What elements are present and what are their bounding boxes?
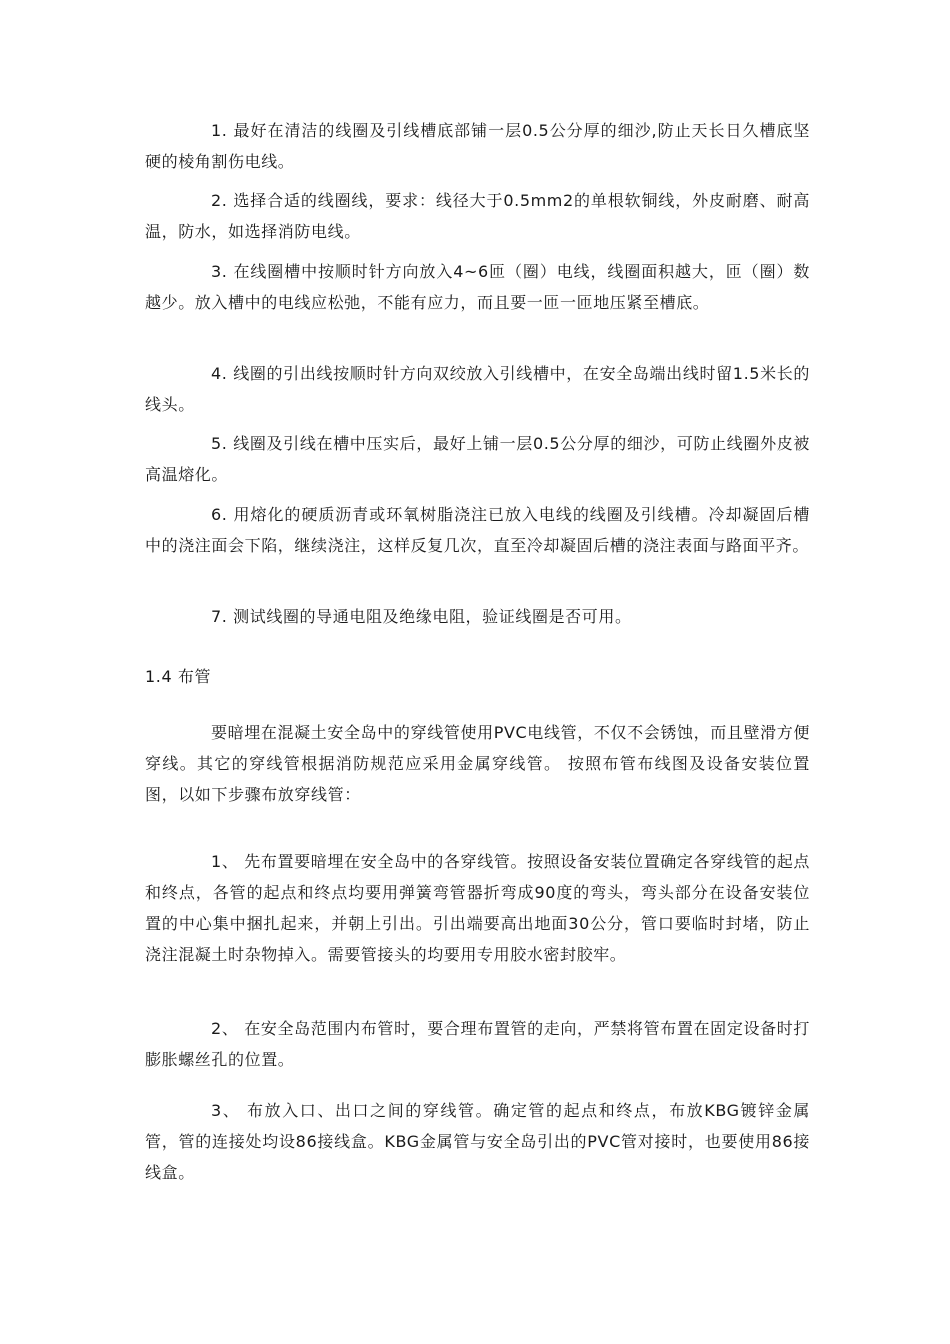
- step-2: 2、 在安全岛范围内布管时，要合理布置管的走向，严禁将管布置在固定设备时打膨胀螺丝孔的位置。: [145, 1019, 810, 1069]
- section-heading: 1.4 布管: [145, 667, 212, 686]
- paragraph-5: 5. 线圈及引线在槽中压实后，最好上铺一层0.5公分厚的细沙，可防止线圈外皮被高温熔化。: [145, 434, 810, 484]
- intro-paragraph: 要暗埋在混凝土安全岛中的穿线管使用PVC电线管，不仅不会锈蚀，而且壁滑方便穿线。其它的穿线管根据消防规范应采用金属穿线管。 按照布管布线图及设备安装位置图，以如下步骤布放穿线管：: [145, 723, 810, 804]
- step-1: 1、 先布置要暗埋在安全岛中的各穿线管。按照设备安装位置确定各穿线管的起点和终点，各管的起点和终点均要用弹簧弯管器折弯成90度的弯头，弯头部分在设备安装位置的中心集中捆扎起来，并朝上引出。引出端要高出地面30公分，管口要临时封堵，防止浇注混凝土时杂物掉入。需要管接头的均要用专用胶水密封胶牢。: [145, 852, 810, 964]
- paragraph-1: 1. 最好在清洁的线圈及引线槽底部铺一层0.5公分厚的细沙,防止天长日久槽底坚硬的棱角割伤电线。: [145, 121, 810, 171]
- step-3: 3、 布放入口、出口之间的穿线管。确定管的起点和终点，布放KBG镀锌金属管，管的连接处均设86接线盒。KBG金属管与安全岛引出的PVC管对接时，也要使用86接线盒。: [145, 1101, 810, 1182]
- paragraph-6: 6. 用熔化的硬质沥青或环氧树脂浇注已放入电线的线圈及引线槽。冷却凝固后槽中的浇注面会下陷，继续浇注，这样反复几次，直至冷却凝固后槽的浇注表面与路面平齐。: [145, 505, 810, 555]
- paragraph-4: 4. 线圈的引出线按顺时针方向双绞放入引线槽中，在安全岛端出线时留1.5米长的线头。: [145, 364, 810, 414]
- paragraph-2: 2. 选择合适的线圈线，要求：线径大于0.5mm2的单根软铜线，外皮耐磨、耐高温，防水，如选择消防电线。: [145, 191, 810, 241]
- paragraph-3: 3. 在线圈槽中按顺时针方向放入4~6匝（圈）电线，线圈面积越大，匝（圈）数越少。放入槽中的电线应松弛，不能有应力，而且要一匝一匝地压紧至槽底。: [145, 262, 810, 312]
- paragraph-7: 7. 测试线圈的导通电阻及绝缘电阻，验证线圈是否可用。: [211, 607, 632, 626]
